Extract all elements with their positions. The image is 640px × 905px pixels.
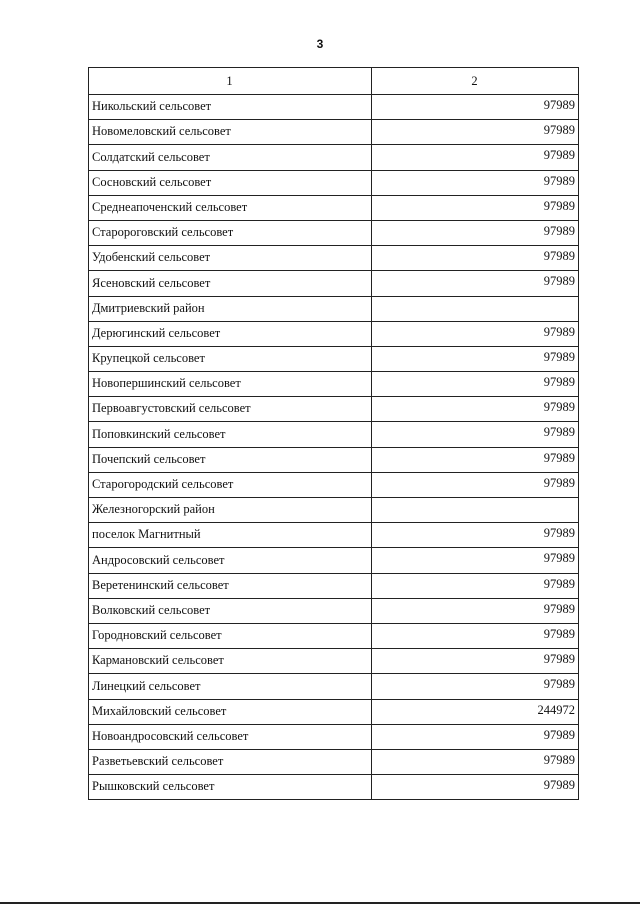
table-row [89, 246, 579, 271]
row-name-cell: Старогородский сельсовет [89, 472, 372, 497]
row-value-cell: 97989 [372, 372, 579, 397]
row-name-cell: Почепский сельсовет [89, 447, 372, 472]
table-row [89, 170, 579, 195]
row-value-cell: 244972 [372, 699, 579, 724]
row-value-cell [372, 296, 579, 321]
table-row [89, 95, 579, 120]
row-name-cell: Старороговский сельсовет [89, 220, 372, 245]
row-value-cell: 97989 [372, 246, 579, 271]
row-value-cell [372, 498, 579, 523]
row-value-cell: 97989 [372, 548, 579, 573]
row-value-cell: 97989 [372, 346, 579, 371]
table-row [89, 397, 579, 422]
header-column-1: 1 [89, 68, 372, 95]
row-name-cell: Веретенинский сельсовет [89, 573, 372, 598]
table-row [89, 321, 579, 346]
table-row [89, 120, 579, 145]
row-value-cell: 97989 [372, 649, 579, 674]
table-header [89, 68, 579, 95]
row-name-cell: Ясеновский сельсовет [89, 271, 372, 296]
row-value-cell: 97989 [372, 321, 579, 346]
row-name-cell: Новопершинский сельсовет [89, 372, 372, 397]
row-value-cell: 97989 [372, 170, 579, 195]
table-row [89, 372, 579, 397]
table-row [89, 749, 579, 774]
row-name-cell: Среднеапоченский сельсовет [89, 195, 372, 220]
row-value-cell: 97989 [372, 271, 579, 296]
row-name-cell: Дмитриевский район [89, 296, 372, 321]
row-name-cell: Железногорский район [89, 498, 372, 523]
row-value-cell: 97989 [372, 523, 579, 548]
table-body [89, 95, 579, 800]
table-row [89, 422, 579, 447]
row-name-cell: поселок Магнитный [89, 523, 372, 548]
row-name-cell: Удобенский сельсовет [89, 246, 372, 271]
row-value-cell: 97989 [372, 195, 579, 220]
row-value-cell: 97989 [372, 120, 579, 145]
table-row [89, 447, 579, 472]
table-row [89, 699, 579, 724]
row-name-cell: Разветьевский сельсовет [89, 749, 372, 774]
row-value-cell: 97989 [372, 95, 579, 120]
row-name-cell: Новоандросовский сельсовет [89, 724, 372, 749]
row-value-cell: 97989 [372, 623, 579, 648]
row-name-cell: Рышковский сельсовет [89, 775, 372, 800]
table-row [89, 573, 579, 598]
table-row [89, 145, 579, 170]
table-row [89, 775, 579, 800]
row-name-cell: Сосновский сельсовет [89, 170, 372, 195]
row-name-cell: Волковский сельсовет [89, 598, 372, 623]
row-value-cell: 97989 [372, 775, 579, 800]
table-row [89, 498, 579, 523]
table-row [89, 523, 579, 548]
table-row [89, 296, 579, 321]
row-name-cell: Поповкинский сельсовет [89, 422, 372, 447]
row-name-cell: Михайловский сельсовет [89, 699, 372, 724]
row-name-cell: Линецкий сельсовет [89, 674, 372, 699]
row-name-cell: Никольский сельсовет [89, 95, 372, 120]
page-number: 3 [316, 37, 324, 51]
row-name-cell: Городновский сельсовет [89, 623, 372, 648]
allocation-table [88, 67, 579, 800]
table-row [89, 271, 579, 296]
table-row [89, 548, 579, 573]
row-value-cell: 97989 [372, 724, 579, 749]
table-row [89, 220, 579, 245]
header-row [89, 68, 579, 95]
table-row [89, 649, 579, 674]
page-bottom-edge [0, 902, 640, 904]
row-name-cell: Дерюгинский сельсовет [89, 321, 372, 346]
table-row [89, 598, 579, 623]
row-value-cell: 97989 [372, 749, 579, 774]
row-value-cell: 97989 [372, 145, 579, 170]
row-value-cell: 97989 [372, 674, 579, 699]
row-value-cell: 97989 [372, 598, 579, 623]
row-name-cell: Первоавгустовский сельсовет [89, 397, 372, 422]
row-name-cell: Андросовский сельсовет [89, 548, 372, 573]
row-value-cell: 97989 [372, 397, 579, 422]
row-value-cell: 97989 [372, 447, 579, 472]
row-value-cell: 97989 [372, 573, 579, 598]
table-row [89, 472, 579, 497]
row-value-cell: 97989 [372, 422, 579, 447]
row-name-cell: Солдатский сельсовет [89, 145, 372, 170]
row-value-cell: 97989 [372, 220, 579, 245]
row-name-cell: Крупецкой сельсовет [89, 346, 372, 371]
table-row [89, 623, 579, 648]
header-column-2: 2 [372, 68, 579, 95]
table-row [89, 674, 579, 699]
row-name-cell: Кармановский сельсовет [89, 649, 372, 674]
table-row [89, 195, 579, 220]
table-row [89, 724, 579, 749]
row-name-cell: Новомеловский сельсовет [89, 120, 372, 145]
table-row [89, 346, 579, 371]
row-value-cell: 97989 [372, 472, 579, 497]
